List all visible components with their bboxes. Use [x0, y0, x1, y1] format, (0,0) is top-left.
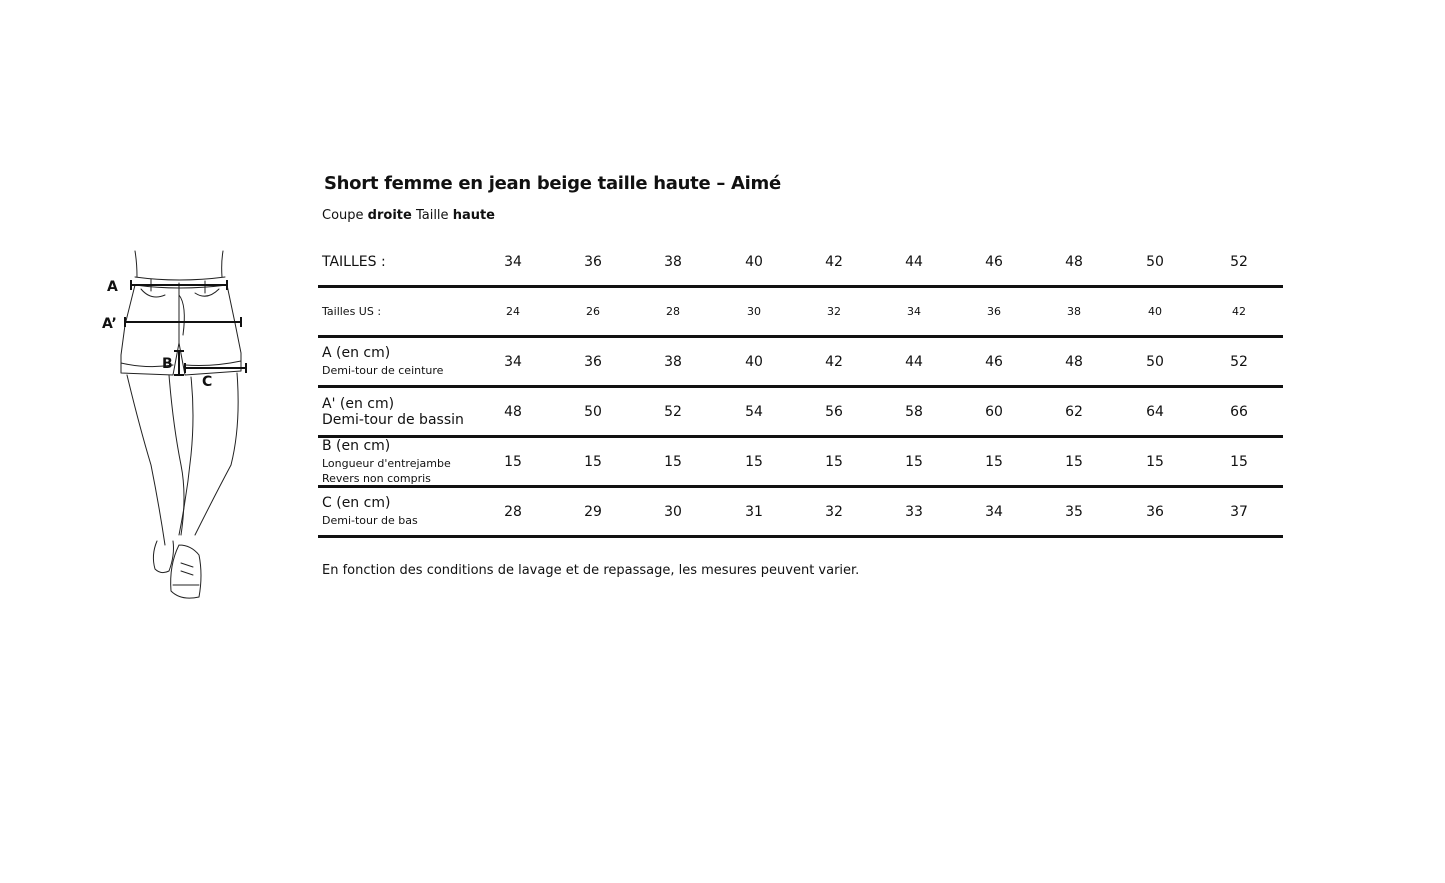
table-cell: 38: [664, 353, 682, 370]
header-label: TAILLES :: [322, 253, 386, 270]
table-cell: 29: [584, 503, 602, 520]
table-cell: 32: [825, 503, 843, 520]
marker-c: C: [202, 374, 213, 390]
table-cell: 34: [504, 253, 522, 270]
table-cell: 52: [1230, 353, 1248, 370]
table-cell: 40: [745, 253, 763, 270]
b-desc-2: Revers non compris: [322, 471, 431, 485]
size-chart-table: [318, 238, 1283, 538]
table-cell: 58: [905, 403, 923, 420]
subtitle-cut: droite: [367, 208, 412, 223]
table-cell: 32: [827, 305, 841, 318]
table-cell: 26: [586, 305, 600, 318]
a-prime-cells: [318, 388, 1283, 435]
table-header-row: [318, 238, 1283, 288]
table-cell: 15: [905, 453, 923, 470]
table-cell: 15: [985, 453, 1003, 470]
table-cell: 54: [745, 403, 763, 420]
table-cell: 31: [745, 503, 763, 520]
table-cell: 50: [1146, 253, 1164, 270]
legs-drawing: [95, 245, 265, 610]
table-cell: 15: [1230, 453, 1248, 470]
table-cell: 36: [584, 353, 602, 370]
marker-b: B: [162, 356, 173, 372]
table-cell: 15: [584, 453, 602, 470]
table-cell: 48: [1065, 353, 1083, 370]
us-cells: [318, 288, 1283, 335]
page-title: Short femme en jean beige taille haute – Aimé: [324, 173, 781, 194]
table-cell: 48: [504, 403, 522, 420]
table-row-a: [318, 338, 1283, 388]
c-desc: Demi-tour de bas: [322, 514, 418, 527]
shorts-measurement-illustration: [95, 245, 265, 610]
table-cell: 42: [825, 353, 843, 370]
table-cell: 15: [745, 453, 763, 470]
table-cell: 46: [985, 253, 1003, 270]
table-cell: 30: [747, 305, 761, 318]
subtitle-rise: haute: [452, 208, 496, 223]
table-cell: 42: [825, 253, 843, 270]
table-cell: 38: [664, 253, 682, 270]
us-label: Tailles US :: [322, 305, 382, 318]
table-cell: 36: [584, 253, 602, 270]
a-desc: Demi-tour de ceinture: [322, 364, 444, 377]
marker-a: A: [107, 279, 118, 295]
table-cell: 44: [905, 253, 923, 270]
table-cell: 62: [1065, 403, 1083, 420]
table-cell: 46: [985, 353, 1003, 370]
product-subtitle: [322, 208, 495, 223]
table-cell: 50: [584, 403, 602, 420]
table-cell: 15: [1065, 453, 1083, 470]
table-cell: 28: [666, 305, 680, 318]
b-cells: [318, 438, 1283, 485]
b-desc: Longueur d'entrejambe: [322, 456, 451, 470]
table-cell: 37: [1230, 503, 1248, 520]
table-cell: 33: [905, 503, 923, 520]
table-cell: 38: [1067, 305, 1081, 318]
a-prime-desc: Demi-tour de bassin: [322, 411, 464, 428]
table-cell: 35: [1065, 503, 1083, 520]
c-label: C (en cm): [322, 495, 391, 511]
table-cell: 66: [1230, 403, 1248, 420]
table-cell: 40: [1148, 305, 1162, 318]
table-cell: 52: [664, 403, 682, 420]
table-row-c: [318, 488, 1283, 538]
table-cell: 60: [985, 403, 1003, 420]
table-cell: 15: [504, 453, 522, 470]
table-cell: 42: [1232, 305, 1246, 318]
table-cell: 48: [1065, 253, 1083, 270]
a-label: A (en cm): [322, 345, 391, 361]
subtitle-prefix: Coupe: [322, 208, 364, 223]
b-label: B (en cm): [322, 437, 391, 454]
table-cell: 28: [504, 503, 522, 520]
marker-a-prime: A’: [102, 316, 117, 332]
table-cell: 36: [1146, 503, 1164, 520]
table-cell: 15: [1146, 453, 1164, 470]
table-cell: 64: [1146, 403, 1164, 420]
header-cells: [318, 238, 1283, 285]
table-cell: 34: [985, 503, 1003, 520]
table-cell: 36: [987, 305, 1001, 318]
table-cell: 15: [825, 453, 843, 470]
a-prime-label: A' (en cm): [322, 395, 395, 412]
table-cell: 40: [745, 353, 763, 370]
table-cell: 15: [664, 453, 682, 470]
table-row-us: [318, 288, 1283, 338]
table-row-a-prime: [318, 388, 1283, 438]
a-cells: [318, 338, 1283, 385]
table-cell: 34: [504, 353, 522, 370]
table-cell: 24: [506, 305, 520, 318]
table-cell: 50: [1146, 353, 1164, 370]
subtitle-middle: Taille: [415, 208, 449, 223]
table-cell: 56: [825, 403, 843, 420]
table-cell: 34: [907, 305, 921, 318]
table-cell: 52: [1230, 253, 1248, 270]
table-cell: 44: [905, 353, 923, 370]
washing-note: En fonction des conditions de lavage et de repassage, les mesures peuvent varier.: [322, 563, 860, 578]
table-row-b: [318, 438, 1283, 488]
table-cell: 30: [664, 503, 682, 520]
c-cells: [318, 488, 1283, 535]
